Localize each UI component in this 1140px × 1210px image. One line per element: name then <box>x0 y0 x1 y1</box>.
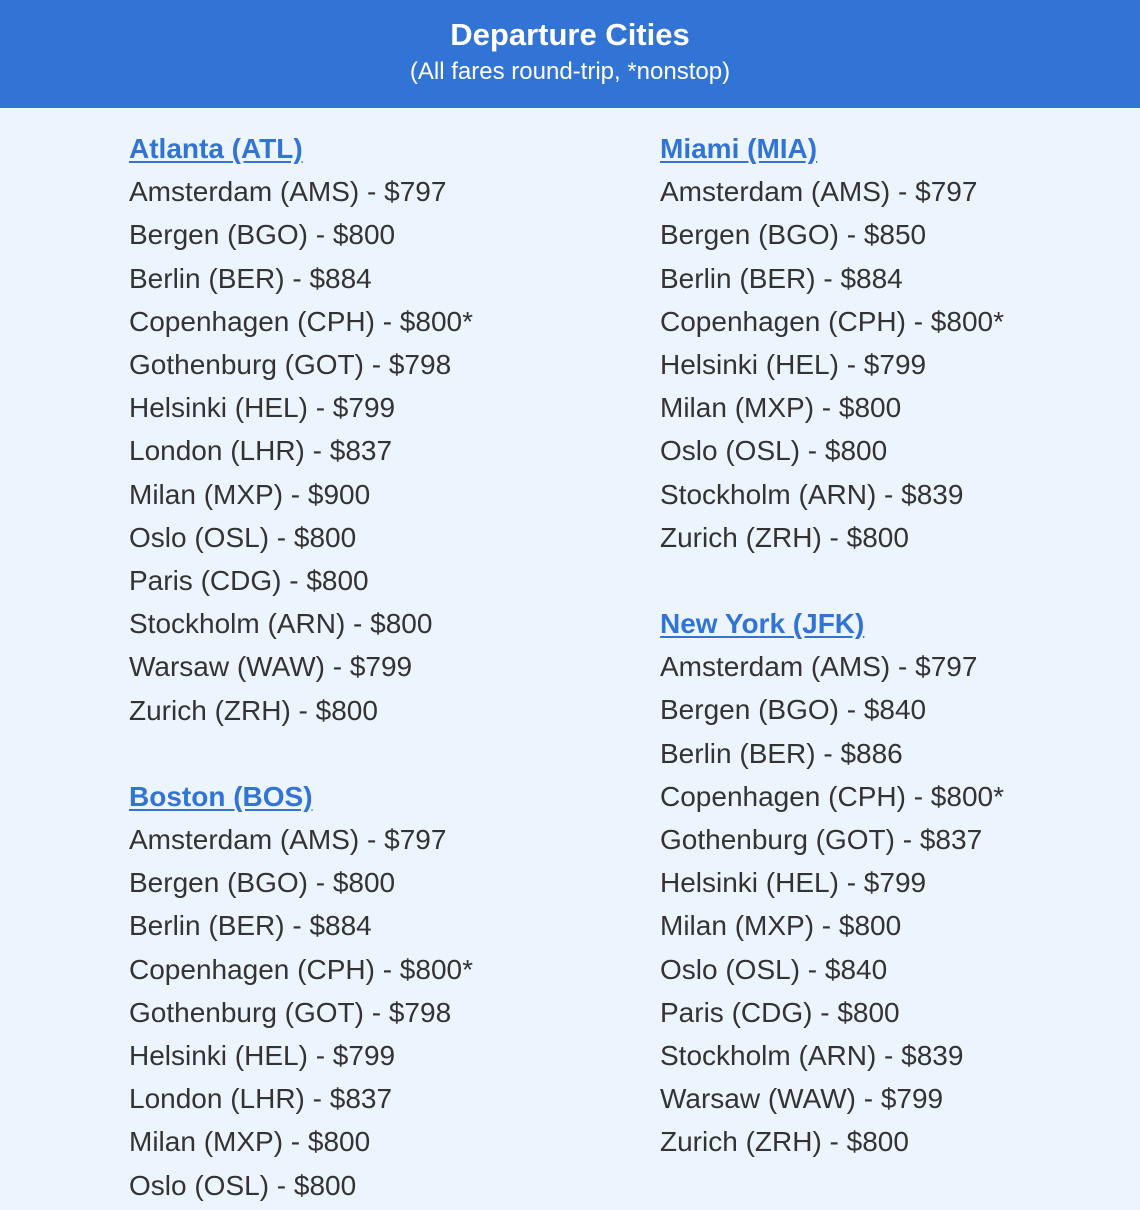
fare-list <box>660 645 1120 1163</box>
fare-list-item: Oslo (OSL) - $800 <box>129 1169 357 1201</box>
fare-list-item: Oslo (OSL) - $800 <box>660 435 888 467</box>
fare-list-item: Berlin (BER) - $884 <box>660 262 903 294</box>
page-subtitle: (All fares round-trip, *nonstop) <box>409 58 731 85</box>
fare-list-item: Zurich (ZRH) - $800 <box>660 521 909 553</box>
departure-city-link[interactable]: Boston (BOS) <box>129 780 313 812</box>
fare-list-item: Gothenburg (GOT) - $798 <box>129 349 452 381</box>
fare-list-item: Paris (CDG) - $800 <box>660 996 900 1028</box>
fare-list <box>129 170 589 732</box>
fare-list-item: Amsterdam (AMS) - $797 <box>660 651 978 683</box>
fare-list-item: Stockholm (ARN) - $839 <box>660 1040 964 1072</box>
fare-list-item: Helsinki (HEL) - $799 <box>660 867 927 899</box>
fare-list-item: Gothenburg (GOT) - $798 <box>129 996 452 1028</box>
fare-list-item: Bergen (BGO) - $800 <box>129 867 396 899</box>
fare-list-item: Warsaw (WAW) - $799 <box>660 1083 944 1115</box>
fare-list-item: Amsterdam (AMS) - $797 <box>660 176 978 208</box>
fare-list-item: Oslo (OSL) - $840 <box>660 953 888 985</box>
fare-list-item: Amsterdam (AMS) - $797 <box>129 176 447 208</box>
left-column <box>129 127 589 1207</box>
fare-list-item: London (LHR) - $837 <box>129 435 393 467</box>
fare-list-item: Stockholm (ARN) - $800 <box>129 608 433 640</box>
fare-list-item: Copenhagen (CPH) - $800* <box>129 305 473 337</box>
fare-list <box>129 818 589 1207</box>
departure-group-atlanta-atl <box>129 127 589 732</box>
fare-list-item: Berlin (BER) - $884 <box>129 262 372 294</box>
departure-group-new-york-jfk <box>660 602 1120 1164</box>
fare-list-item: Stockholm (ARN) - $839 <box>660 478 964 510</box>
fare-list-item: Helsinki (HEL) - $799 <box>129 1040 396 1072</box>
fare-list-item: Zurich (ZRH) - $800 <box>129 694 378 726</box>
departure-city-link[interactable]: New York (JFK) <box>660 608 865 640</box>
fare-list-item: Oslo (OSL) - $800 <box>129 521 357 553</box>
fare-list-item: Helsinki (HEL) - $799 <box>129 392 396 424</box>
fare-list-item: Milan (MXP) - $800 <box>660 910 902 942</box>
fare-list-item: Bergen (BGO) - $800 <box>129 219 396 251</box>
fare-list-item: Berlin (BER) - $886 <box>660 737 903 769</box>
fare-list-item: Warsaw (WAW) - $799 <box>129 651 413 683</box>
fare-list-item: Milan (MXP) - $800 <box>660 392 902 424</box>
fare-list-item: Amsterdam (AMS) - $797 <box>129 824 447 856</box>
header-banner <box>0 0 1140 108</box>
fare-list-item: Berlin (BER) - $884 <box>129 910 372 942</box>
fare-list-item: Gothenburg (GOT) - $837 <box>660 824 983 856</box>
right-column <box>660 127 1120 1164</box>
fare-list-item: Copenhagen (CPH) - $800* <box>660 305 1004 337</box>
fare-list-item: Paris (CDG) - $800 <box>129 565 369 597</box>
fare-list-item: Milan (MXP) - $900 <box>129 478 371 510</box>
fare-list <box>660 170 1120 559</box>
fare-list-item: Copenhagen (CPH) - $800* <box>129 953 473 985</box>
fare-list-item: Milan (MXP) - $800 <box>129 1126 371 1158</box>
page-title: Departure Cities <box>450 17 690 52</box>
fare-list-item: Zurich (ZRH) - $800 <box>660 1126 909 1158</box>
fare-list-item: Bergen (BGO) - $840 <box>660 694 927 726</box>
fare-list-item: Helsinki (HEL) - $799 <box>660 349 927 381</box>
departure-city-link[interactable]: Miami (MIA) <box>660 133 818 164</box>
departure-group-miami-mia <box>660 127 1120 559</box>
departure-group-boston-bos <box>129 775 589 1207</box>
fare-list-item: London (LHR) - $837 <box>129 1083 393 1115</box>
fare-list-item: Copenhagen (CPH) - $800* <box>660 780 1004 812</box>
fare-list-item: Bergen (BGO) - $850 <box>660 219 927 251</box>
departure-city-link[interactable]: Atlanta (ATL) <box>129 133 303 164</box>
